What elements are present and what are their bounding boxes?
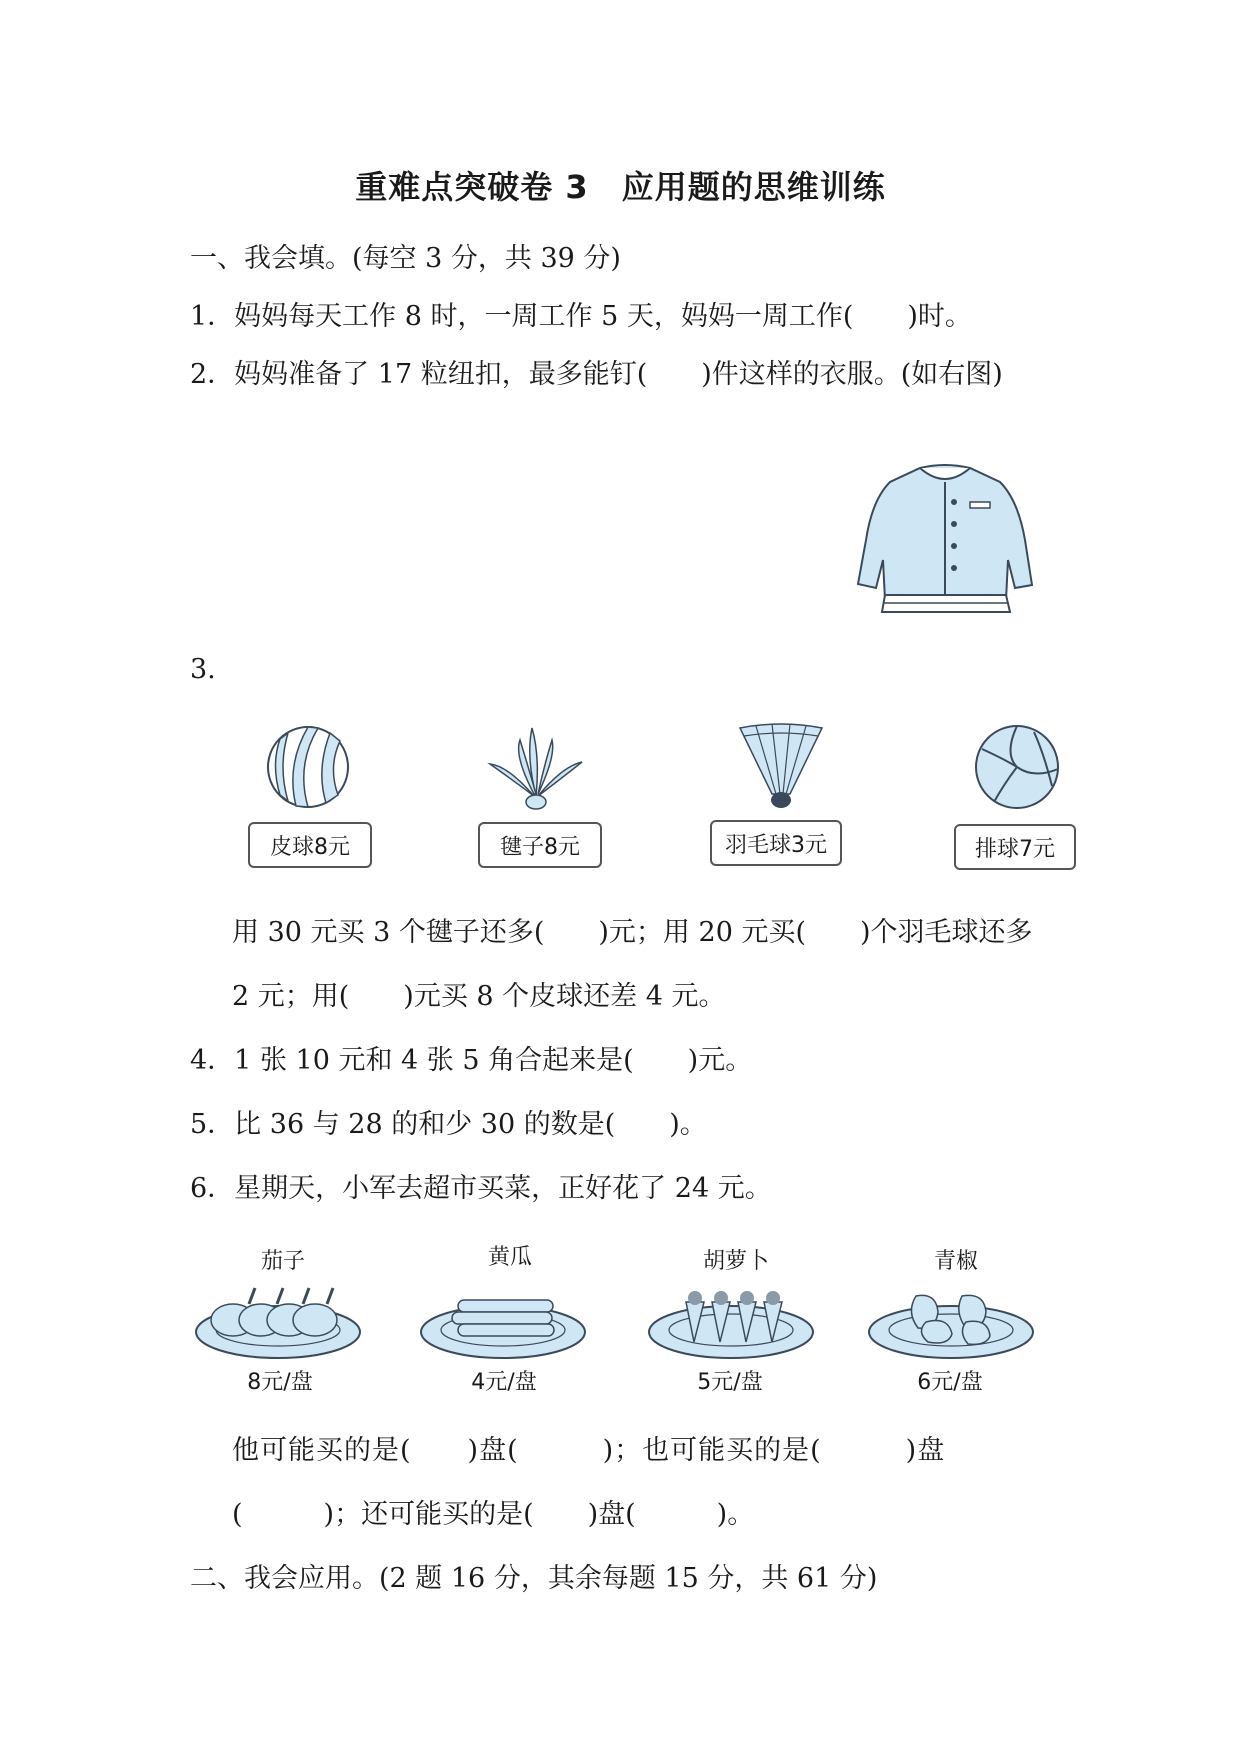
vegetable-name-cucumber: 黄瓜 [487,1245,532,1270]
price-tag-shuttlecock: 毽子8元 [478,822,602,868]
question-6-line-1: 他可能买的是( )盘( )；也可能买的是( )盘 [232,1435,946,1466]
jacket-icon [850,460,1040,620]
badminton-icon [736,722,826,812]
section-2-heading: 二、我会应用。(2 题 16 分，其余每题 15 分，共 61 分) [190,1563,878,1594]
question-2: 2．妈妈准备了 17 粒纽扣，最多能钉( )件这样的衣服。(如右图) [190,359,1003,390]
question-4: 4．1 张 10 元和 4 张 5 角合起来是( )元。 [190,1045,753,1076]
page-title: 重难点突破卷 3 应用题的思维训练 [355,168,886,206]
question-5: 5．比 36 与 28 的和少 30 的数是( )。 [190,1109,707,1140]
question-6: 6．星期天，小军去超市买菜，正好花了 24 元。 [190,1173,772,1204]
price-tag-volleyball: 排球7元 [954,824,1076,870]
carrot-plate-icon [646,1282,816,1362]
vegetable-price-cucumber: 4元/盘 [471,1370,537,1395]
vegetable-price-pepper: 6元/盘 [917,1370,983,1395]
vegetable-price-carrot: 5元/盘 [697,1370,763,1395]
volleyball-icon [974,724,1060,810]
vegetable-name-carrot: 胡萝卜 [702,1249,769,1274]
price-tag-badminton: 羽毛球3元 [710,820,842,866]
cucumber-plate-icon [418,1282,588,1362]
question-3-line-2: 2 元；用( )元买 8 个皮球还差 4 元。 [232,981,726,1012]
section-1-heading: 一、我会填。(每空 3 分，共 39 分) [190,243,621,274]
eggplant-plate-icon [193,1282,363,1362]
price-tag-beach-ball: 皮球8元 [248,822,372,868]
question-3-number: 3. [190,654,216,685]
question-6-line-2: ( )；还可能买的是( )盘( )。 [232,1499,755,1530]
shuttlecock-icon [488,726,584,812]
vegetable-name-pepper: 青椒 [933,1249,978,1274]
question-3-line-1: 用 30 元买 3 个毽子还多( )元；用 20 元买( )个羽毛球还多 [232,917,1033,948]
pepper-plate-icon [866,1282,1036,1362]
vegetable-price-eggplant: 8元/盘 [247,1370,313,1395]
question-1: 1．妈妈每天工作 8 时，一周工作 5 天，妈妈一周工作( )时。 [190,301,972,332]
beach-ball-icon [266,725,350,809]
vegetable-name-eggplant: 茄子 [260,1249,305,1274]
